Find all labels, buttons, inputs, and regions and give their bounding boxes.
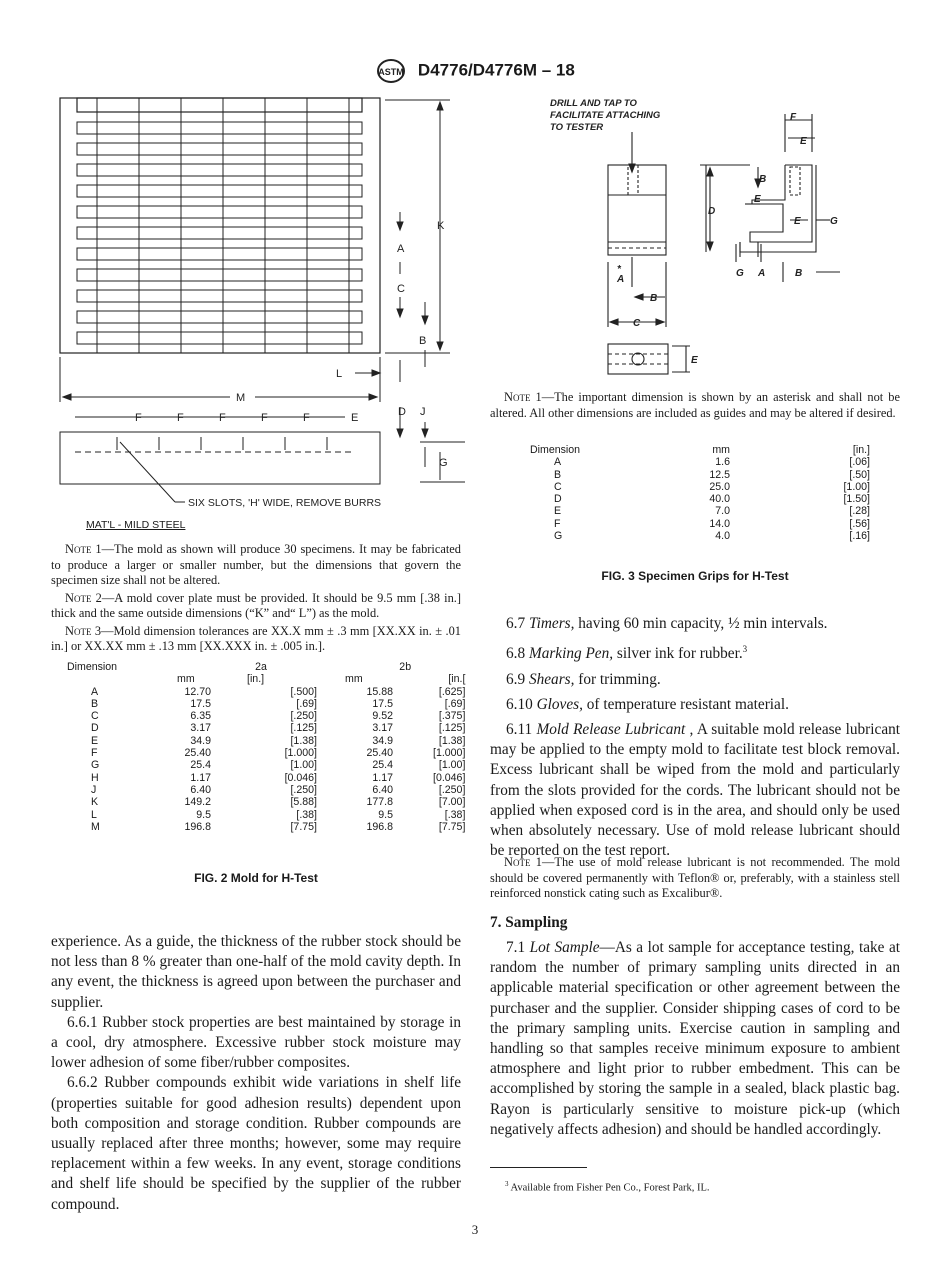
fig2-h-2a: 2a bbox=[255, 661, 267, 673]
section-6-7: 6.7 Timers, having 60 min capacity, ½ min intervals. bbox=[506, 615, 828, 632]
fig2-table-row bbox=[67, 796, 465, 808]
fig2-cell-mm1: 196.8 bbox=[184, 820, 211, 833]
fig2-h-dimension: Dimension bbox=[67, 661, 118, 673]
fig3-cell-in: [1.00] bbox=[843, 480, 870, 493]
fig2-note2: —A mold cover plate must be provided. It should be 9.5 mm [.38 in.] thick and the same outside dimensions (“K” and“ L”) as the mold. bbox=[51, 590, 461, 620]
fig2-label-b: B bbox=[419, 335, 427, 347]
fig2-cell-in2: [1.38] bbox=[438, 734, 466, 747]
fig3-label-f: F bbox=[790, 112, 797, 123]
fig2-cell-d: B bbox=[91, 697, 99, 710]
section-6-6-1: 6.6.1 Rubber stock properties are best maintained by storage in a cool, dry atmosphere. Excessive rubber stock moisture may lower adhesion of some fiber/rubber composites. bbox=[51, 1013, 461, 1072]
mold-slat bbox=[77, 248, 362, 260]
lubricant-note-label: Note 1 bbox=[504, 855, 543, 869]
footnote: $^3$ Available from Fisher Pen Co., Forest Park, IL. bbox=[505, 1180, 710, 1194]
fig2-table-row bbox=[67, 747, 465, 759]
fig3-label-e2: E bbox=[754, 194, 761, 205]
fig2-label-f3: F bbox=[219, 412, 226, 424]
section-7-heading: 7. Sampling bbox=[490, 914, 568, 931]
fig3-table-row bbox=[530, 530, 870, 542]
fig2-table-row bbox=[67, 784, 465, 796]
fig3-callout-3: TO TESTER bbox=[550, 122, 604, 133]
fig2-cell-mm2: 196.8 bbox=[366, 820, 393, 833]
fig2-cell-mm2: 15.88 bbox=[366, 685, 393, 698]
fig3-label-e: E bbox=[800, 136, 807, 147]
fig3-cell-in: [.16] bbox=[849, 530, 870, 543]
fig2-table-row bbox=[67, 698, 465, 710]
fig2-h-in2: [in.[ bbox=[448, 673, 466, 686]
fig2-cell-mm1: 12.70 bbox=[184, 685, 211, 698]
fig2-cell-mm2: 25.40 bbox=[366, 747, 393, 760]
fig2-h-mm1: mm bbox=[177, 673, 195, 686]
fig3-table-row bbox=[530, 481, 870, 493]
fig2-cell-in2: [.375] bbox=[438, 710, 466, 723]
fig2-cell-mm2: 6.40 bbox=[372, 783, 393, 796]
astm-logo-icon bbox=[375, 58, 407, 84]
fig2-cell-in1: [1.38] bbox=[290, 734, 317, 747]
page-header bbox=[0, 58, 950, 84]
fig2-cell-in1: [.38] bbox=[296, 808, 317, 821]
fig3-cell-d: G bbox=[554, 530, 563, 543]
fig2-label-g: G bbox=[439, 457, 448, 469]
mold-slat bbox=[77, 143, 362, 155]
fig2-cell-mm1: 34.9 bbox=[190, 734, 211, 747]
fig2-cell-in1: [0.046] bbox=[284, 771, 317, 784]
fig2-notes bbox=[51, 542, 461, 655]
fig2-note2-label: Note 2 bbox=[65, 590, 102, 605]
fig3-cell-mm: 12.5 bbox=[709, 468, 730, 481]
fig2-cell-mm2: 177.8 bbox=[366, 796, 393, 809]
fig2-table-row bbox=[67, 772, 465, 784]
fig2-cell-d: E bbox=[91, 734, 99, 747]
fig3-label-e4: E bbox=[691, 355, 698, 366]
fig2-table-row bbox=[67, 821, 465, 833]
fig2-table bbox=[67, 661, 465, 833]
fig2-cell-in2: [1.000] bbox=[433, 747, 466, 760]
fig2-cell-mm1: 1.17 bbox=[190, 771, 211, 784]
fig2-cell-in1: [.125] bbox=[290, 722, 317, 735]
fig2-table-row bbox=[67, 710, 465, 722]
fig2-cell-d: A bbox=[91, 685, 99, 698]
fig2-table-row bbox=[67, 735, 465, 747]
fig2-cell-mm1: 149.2 bbox=[184, 796, 211, 809]
fig2-cell-in1: [.500] bbox=[290, 685, 317, 698]
fig2-cell-in2: [0.046] bbox=[433, 771, 466, 784]
fig2-label-c: C bbox=[397, 283, 405, 295]
fig2-cell-in1: [1.000] bbox=[284, 747, 317, 760]
fig2-cell-in2: [.250] bbox=[438, 783, 466, 796]
fig2-cell-in1: [7.75] bbox=[290, 820, 317, 833]
lubricant-note bbox=[490, 855, 900, 902]
section-7-1: 7.1 Lot Sample—As a lot sample for acceptance testing, take at random the number of primary sampling units directed in an applicable material specification or other agreement between the purchaser and the supplier. Consider shipping cases of cord to be the primary sampling units. Exercise caution in sampling and handling so that samples receive minimum exposure to ambient atmosphere and light prior to rubber embedment. This can be accomplished by storing the sample in a sealed, black plastic bag. Rayon is particularly sensitive to moisture pick-up (which negatively affects adhesion) and should be handled accordingly. bbox=[490, 939, 900, 1138]
fig2-cell-in2: [7.00] bbox=[438, 796, 466, 809]
fig2-cell-d: C bbox=[91, 710, 99, 723]
fig3-h-in: [in.] bbox=[852, 444, 870, 456]
fig2-label-a: A bbox=[397, 243, 405, 255]
fig2-cell-d: J bbox=[91, 783, 97, 796]
fig3-note1-label: Note 1 bbox=[504, 390, 542, 404]
fig3-cell-d: F bbox=[554, 517, 561, 530]
fig3-table-row bbox=[530, 518, 870, 530]
fig3-cell-mm: 1.6 bbox=[715, 456, 730, 469]
right-column bbox=[490, 614, 900, 861]
fig2-cell-in1: [.69] bbox=[296, 697, 317, 710]
fig2-cell-in1: [.250] bbox=[290, 783, 317, 796]
fig2-note1-label: Note 1 bbox=[65, 542, 102, 556]
fig2-cell-d: H bbox=[91, 771, 99, 784]
mold-slat bbox=[77, 206, 362, 218]
fig2-cell-mm2: 9.5 bbox=[378, 808, 393, 821]
mold-slat bbox=[77, 185, 362, 197]
fig2-label-m: M bbox=[236, 392, 246, 404]
section-6-9: 6.9 Shears, for trimming. bbox=[506, 670, 661, 688]
fig2-cell-d: G bbox=[91, 759, 100, 772]
fig2-cell-in2: [.38] bbox=[444, 808, 466, 821]
mold-slat bbox=[77, 122, 362, 134]
fig3-label-e3: E bbox=[794, 216, 801, 227]
fig3-cell-d: D bbox=[554, 493, 562, 506]
section-6-10: 6.10 Gloves, of temperature resistant material. bbox=[506, 695, 789, 713]
fig2-cell-mm2: 3.17 bbox=[372, 722, 393, 735]
mold-slat bbox=[77, 164, 362, 176]
fig3-label-b2: B bbox=[795, 268, 803, 279]
footnote-rule bbox=[490, 1167, 587, 1168]
fig3-cell-mm: 7.0 bbox=[715, 505, 730, 518]
fig2-cell-mm2: 1.17 bbox=[372, 771, 393, 784]
fig2-cell-mm2: 34.9 bbox=[372, 734, 393, 747]
logo-text: ASTM bbox=[378, 67, 404, 77]
fig3-cell-d: A bbox=[554, 456, 562, 469]
fig2-cell-mm1: 25.4 bbox=[190, 759, 211, 772]
fig3-table-row bbox=[530, 505, 870, 517]
fig3-table-row bbox=[530, 493, 870, 505]
fig2-cell-mm1: 9.5 bbox=[196, 808, 211, 821]
fig2-cell-d: F bbox=[91, 747, 98, 760]
fig3-cell-mm: 14.0 bbox=[709, 517, 730, 530]
fig3-label-g: G bbox=[830, 216, 838, 227]
fig2-label-j: J bbox=[420, 406, 426, 418]
fig2-mold-drawing bbox=[55, 92, 475, 542]
fig3-cell-d: B bbox=[554, 468, 562, 481]
fig3-cell-mm: 25.0 bbox=[709, 480, 730, 493]
mold-slat bbox=[77, 332, 362, 344]
section-6-6-2: 6.6.2 Rubber compounds exhibit wide variations in shelf life (properties suitable for good adhesion results) dependent upon both composition and storage condition. Rubber compounds are usually replaced after three months; however, some may require replacement within a few weeks. In any event, storage conditions and shelf life should be specified by the supplier of the rubber compound. bbox=[51, 1074, 461, 1213]
fig2-cell-in2: [1.00] bbox=[438, 759, 466, 772]
fig2-callout: SIX SLOTS, 'H' WIDE, REMOVE BURRS bbox=[188, 497, 382, 509]
fig2-cell-d: D bbox=[91, 722, 99, 735]
fig2-label-f1: F bbox=[135, 412, 142, 424]
fig3-note bbox=[490, 390, 900, 421]
fig2-label-f5: F bbox=[303, 412, 310, 424]
fig2-label-f2: F bbox=[177, 412, 184, 424]
fig2-note1: —The mold as shown will produce 30 specimens. It may be fabricated to produce a larger or smaller number, but the dimensions that govern the specimen size shall not be altered. bbox=[51, 542, 461, 587]
page-number: 3 bbox=[471, 1222, 479, 1237]
left-column bbox=[51, 932, 461, 1215]
fig2-label-d: D bbox=[398, 406, 406, 418]
mold-slat bbox=[77, 311, 362, 323]
fig3-table-row bbox=[530, 456, 870, 468]
fig2-caption: FIG. 2 Mold for H-Test bbox=[194, 871, 318, 885]
fig3-label-b: B bbox=[759, 174, 767, 185]
fig3-cell-d: E bbox=[554, 505, 562, 518]
fig3-label-d: D bbox=[708, 206, 716, 217]
fig3-cell-in: [.06] bbox=[849, 456, 870, 469]
fig3-cell-in: [1.50] bbox=[843, 493, 870, 506]
fig2-cell-d: L bbox=[91, 808, 97, 821]
fig2-cell-mm2: 25.4 bbox=[372, 759, 393, 772]
fig2-cell-mm2: 9.52 bbox=[372, 710, 393, 723]
fig3-table-row bbox=[530, 469, 870, 481]
fig2-cell-mm1: 6.35 bbox=[190, 710, 211, 723]
fig3-callout-1: DRILL AND TAP TO bbox=[550, 98, 637, 109]
fig3-caption: FIG. 3 Specimen Grips for H-Test bbox=[601, 569, 789, 583]
fig2-table-row bbox=[67, 722, 465, 734]
fig2-cell-mm1: 25.40 bbox=[184, 747, 211, 760]
fig3-callout-2: FACILITATE ATTACHING bbox=[550, 110, 661, 121]
fig2-h-in1: [in.] bbox=[247, 673, 265, 686]
fig2-table-row bbox=[67, 759, 465, 771]
section-6-11: 6.11 Mold Release Lubricant , A suitable mold release lubricant may be applied to the empty mold to facilitate test block removal. Excess lubricant shall be wiped from the mold and particularly from the slots provided for the cords. The lubricant should not be applied when exposed cord is in the area, and should only be used when absolutely necessary. Use of mold release lubricant should be reported on the test report. bbox=[490, 720, 901, 860]
fig2-cell-in1: [5.88] bbox=[290, 796, 317, 809]
fig3-note1: —The important dimension is shown by an asterisk and shall not be altered. All other dimensions are included as guides and may be altered if desired. bbox=[490, 390, 900, 420]
fig2-h-2b: 2b bbox=[399, 661, 412, 673]
fig3-cell-in: [.28] bbox=[849, 505, 870, 518]
mold-slat bbox=[77, 227, 362, 239]
fig3-h-mm: mm bbox=[712, 444, 730, 456]
fig2-cell-d: K bbox=[91, 796, 99, 809]
mold-slat bbox=[77, 290, 362, 302]
fig2-cell-in2: [7.75] bbox=[438, 820, 466, 833]
fig3-label-a2: A bbox=[617, 274, 625, 285]
fig2-note3-label: Note 3 bbox=[65, 623, 102, 638]
paragraph-experience: experience. As a guide, the thickness of the rubber stock should be not less than 8 % greater than one-half of the mold cavity depth. In any event, the thickness is agreed upon between the purchaser and supplier. bbox=[51, 933, 461, 1011]
fig3-label-g2: G bbox=[736, 268, 744, 279]
fig2-cell-in1: [.250] bbox=[290, 710, 317, 723]
fig2-h-mm2: mm bbox=[345, 673, 363, 686]
fig2-cell-mm1: 17.5 bbox=[190, 697, 211, 710]
fig2-cell-mm2: 17.5 bbox=[372, 697, 393, 710]
fig2-cell-in2: [.69] bbox=[444, 697, 466, 710]
section-6-8: 6.8 Marking Pen, silver ink for rubber.$^3$ bbox=[506, 644, 748, 663]
fig3-label-b3: B bbox=[650, 293, 658, 304]
fig2-cell-in2: [.125] bbox=[438, 722, 466, 735]
mold-slat bbox=[77, 269, 362, 281]
lubricant-note-text: —The use of mold release lubricant is not recommended. The mold should be covered permanently with Teflon® or, preferably, with a stainless stell reinforced nonstick cating such as Excalibur®. bbox=[490, 855, 900, 900]
fig2-cell-mm1: 3.17 bbox=[190, 722, 211, 735]
fig3-label-c: C bbox=[633, 318, 641, 329]
document-title: D4776/D4776M – 18 bbox=[417, 60, 575, 80]
fig2-note3: —Mold dimension tolerances are XX.X mm ± .3 mm [XX.XX in. ± .01 in.] or XX.XX mm ± .13 mm [XX.XXX in. ± .005 in.]. bbox=[51, 623, 461, 653]
fig2-label-k: K bbox=[437, 220, 445, 232]
fig2-label-e: E bbox=[351, 412, 359, 424]
fig3-label-star: * bbox=[617, 264, 621, 275]
fig3-cell-in: [.56] bbox=[849, 517, 870, 530]
fig3-h-dimension: Dimension bbox=[530, 444, 581, 456]
fig3-cell-mm: 4.0 bbox=[715, 530, 730, 543]
fig3-cell-d: C bbox=[554, 480, 562, 493]
fig3-grips-drawing bbox=[540, 92, 910, 387]
fig2-material: MAT'L - MILD STEEL bbox=[86, 519, 186, 531]
fig2-cell-d: M bbox=[91, 820, 100, 833]
fig2-table-row bbox=[67, 686, 465, 698]
fig2-label-f4: F bbox=[261, 412, 268, 424]
fig3-label-a: A bbox=[758, 268, 766, 279]
fig2-label-l: L bbox=[336, 368, 343, 380]
fig2-cell-mm1: 6.40 bbox=[190, 783, 211, 796]
fig2-table-row bbox=[67, 809, 465, 821]
fig2-cell-in2: [.625] bbox=[438, 685, 466, 698]
fig2-cell-in1: [1.00] bbox=[290, 759, 317, 772]
fig3-cell-mm: 40.0 bbox=[709, 493, 730, 506]
fig3-table bbox=[530, 444, 870, 542]
fig3-cell-in: [.50] bbox=[849, 468, 870, 481]
